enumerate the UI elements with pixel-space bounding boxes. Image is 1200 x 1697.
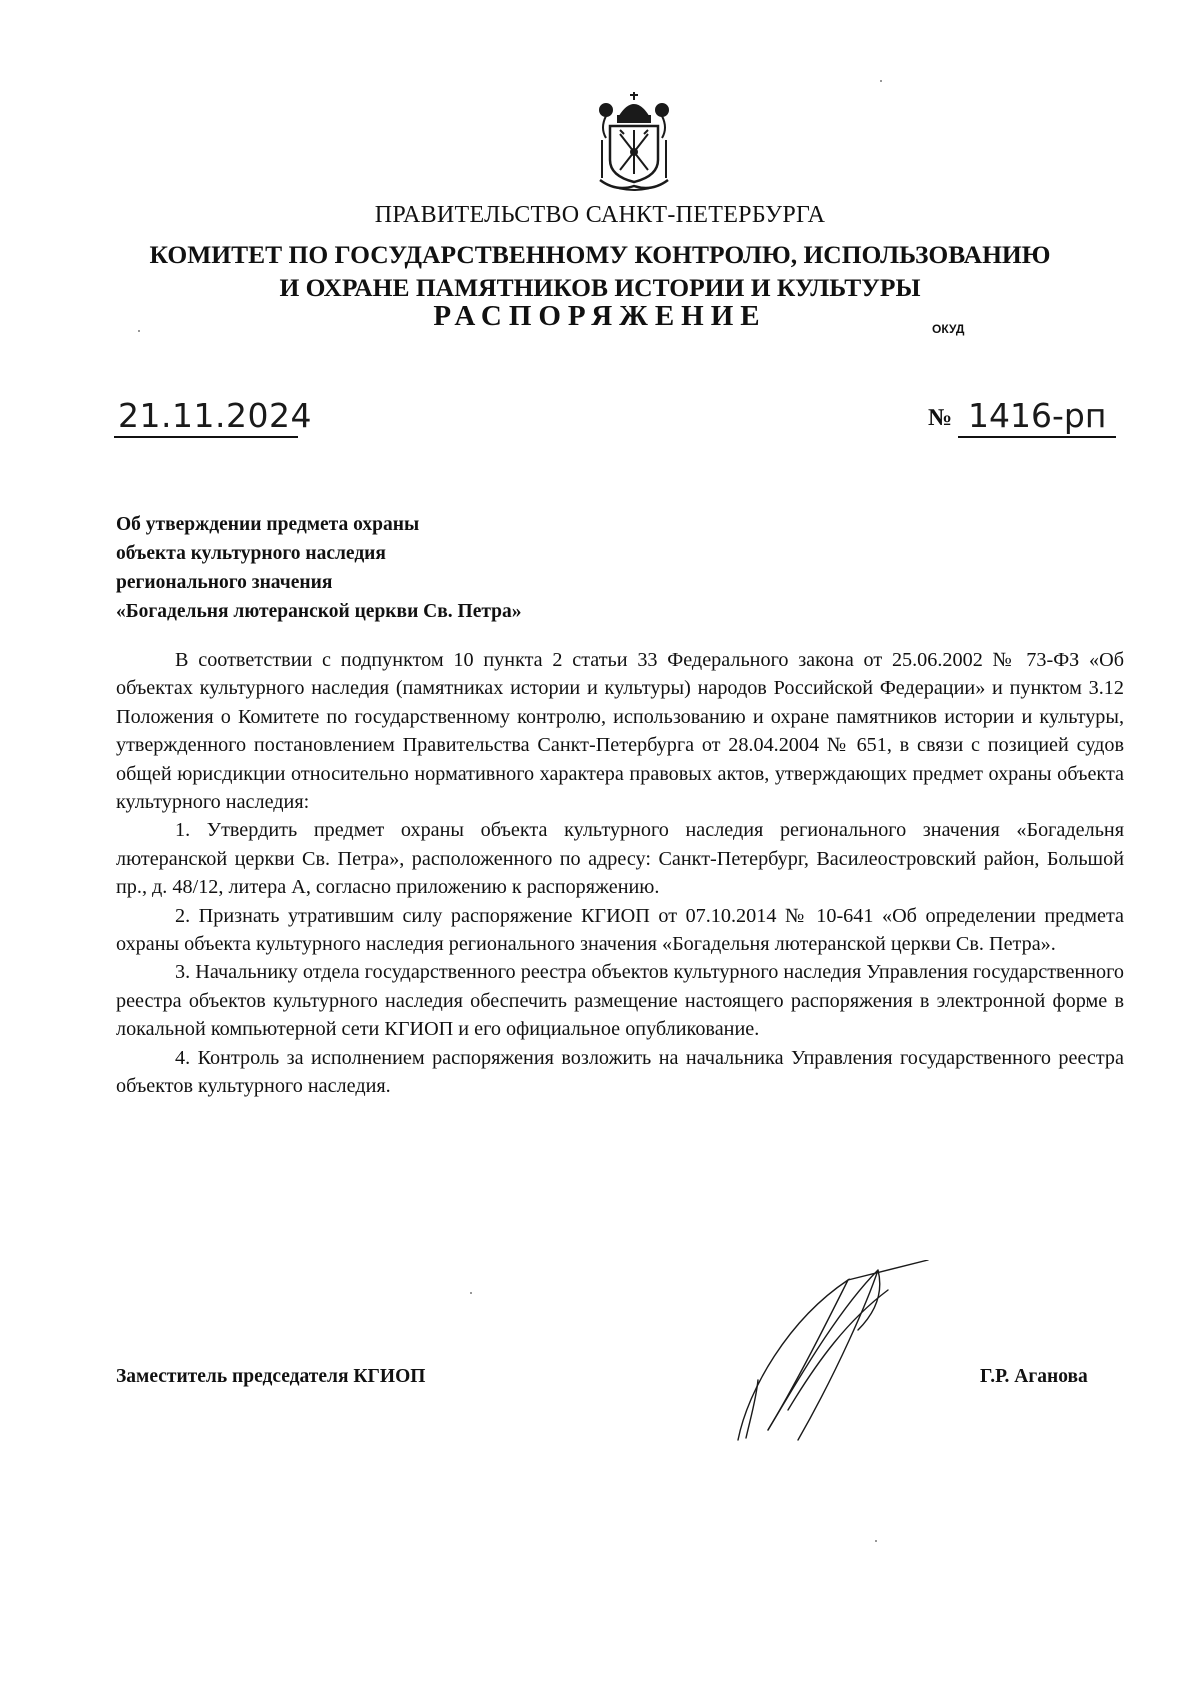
okud-label: ОКУД (932, 322, 965, 336)
committee-title-line-1: КОМИТЕТ ПО ГОСУДАРСТВЕННОМУ КОНТРОЛЮ, ИСПОЛЬЗОВАНИЮ (149, 240, 1051, 269)
scan-speck (875, 1540, 877, 1542)
scan-speck (880, 80, 882, 82)
number-underline (958, 436, 1116, 438)
document-number: 1416-рп (968, 396, 1107, 435)
preamble-paragraph: В соответствии с подпунктом 10 пункта 2 статьи 33 Федерального закона от 25.06.2002 № 73-ФЗ «Об объектах культурного наследия (памятниках истории и культуры) народов Российской Федерации» и пунктом 3.12 Положения о Комитете по государственному контролю, использованию и охране памятников истории и культуры, утвержденного постановлением Правительства Санкт-Петербурга от 28.04.2004 № 651, в связи с позицией судов общей юрисдикции относительно нормативного характера правовых актов, утверждающих предмет охраны объекта культурного наследия: (116, 649, 1124, 814)
subject-line: регионального значения (116, 572, 333, 593)
document-date: 21.11.2024 (118, 396, 312, 435)
scan-speck (138, 330, 140, 332)
date-underline (114, 436, 298, 438)
coat-of-arms-icon (586, 88, 682, 196)
document-body (116, 646, 1124, 1101)
clause-paragraph: 1. Утвердить предмет охраны объекта культурного наследия регионального значения «Богадельня лютеранской церкви Св. Петра», расположенного по адресу: Санкт-Петербург, Василеостровский район, Большой пр., д. 48/12, литера А, согласно приложению к распоряжению. (116, 819, 1124, 899)
signatory-name: Г.Р. Аганова (980, 1366, 1088, 1387)
clause-paragraph: 2. Признать утратившим силу распоряжение КГИОП от 07.10.2014 № 10-641 «Об определении предмета охраны объекта культурного наследия регионального значения «Богадельня лютеранской церкви Св. Петра». (116, 904, 1124, 956)
clause-paragraph: 4. Контроль за исполнением распоряжения возложить на начальника Управления государственного реестра объектов культурного наследия. (116, 1046, 1124, 1098)
subject-line: объекта культурного наследия (116, 543, 386, 564)
document-subject (116, 510, 522, 626)
subject-line: «Богадельня лютеранской церкви Св. Петра» (116, 601, 522, 622)
committee-title (0, 238, 1200, 304)
signatory-title: Заместитель председателя КГИОП (116, 1366, 426, 1387)
handwritten-signature-icon (728, 1260, 958, 1460)
subject-line: Об утверждении предмета охраны (116, 514, 420, 535)
document-type: РАСПОРЯЖЕНИЕ (433, 300, 767, 332)
government-title: ПРАВИТЕЛЬСТВО САНКТ-ПЕТЕРБУРГА (374, 202, 826, 228)
clause-paragraph: 3. Начальнику отдела государственного реестра объектов культурного наследия Управления государственного реестра объектов культурного наследия обеспечить размещение настоящего распоряжения в электронной форме в локальной компьютерной сети КГИОП и его официальное опубликование. (116, 961, 1124, 1041)
committee-title-line-2: И ОХРАНЕ ПАМЯТНИКОВ ИСТОРИИ И КУЛЬТУРЫ (279, 273, 921, 302)
scan-speck (470, 1292, 472, 1294)
number-sign: № (928, 405, 953, 431)
